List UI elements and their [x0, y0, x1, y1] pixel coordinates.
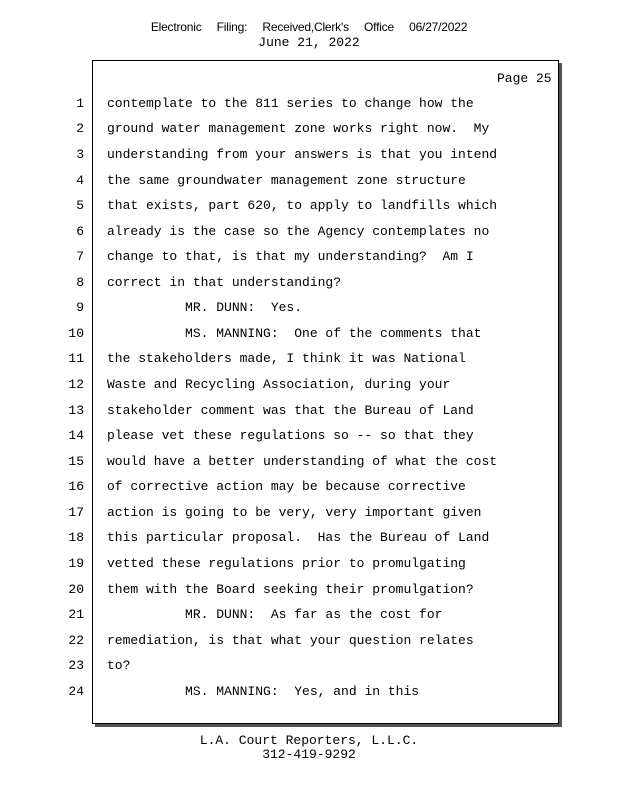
line-text: please vet these regulations so -- so that they — [107, 428, 474, 443]
line-text: correct in that understanding? — [107, 275, 342, 290]
line-text: ground water management zone works right now. My — [107, 121, 490, 136]
line-text: understanding from your answers is that you intend — [107, 147, 498, 162]
line-number: 22 — [68, 633, 84, 648]
filing-stamp — [0, 20, 618, 34]
line-number: 20 — [68, 582, 84, 597]
stamp-filing: Filing: — [216, 20, 248, 34]
stamp-office: Office — [364, 20, 394, 34]
line-text: MS. MANNING: One of the comments that — [107, 326, 482, 341]
line-text: action is going to be very, very important given — [107, 505, 482, 520]
line-number: 9 — [76, 300, 84, 315]
footer-phone: 312-419-9292 — [262, 747, 356, 762]
line-number: 4 — [76, 173, 84, 188]
line-text: MR. DUNN: Yes. — [107, 300, 303, 315]
line-text: vetted these regulations prior to promulgating — [107, 556, 466, 571]
line-text: change to that, is that my understanding? Am I — [107, 249, 474, 264]
line-number: 3 — [76, 147, 84, 162]
line-text: of corrective action may be because corrective — [107, 479, 466, 494]
line-number: 2 — [76, 121, 84, 136]
line-text: the same groundwater management zone structure — [107, 173, 466, 188]
line-number: 6 — [76, 224, 84, 239]
header-date: June 21, 2022 — [258, 35, 360, 50]
line-number: 15 — [68, 454, 84, 469]
line-number: 16 — [68, 479, 84, 494]
line-text: contemplate to the 811 series to change how the — [107, 96, 474, 111]
line-number: 21 — [68, 607, 84, 622]
line-number: 8 — [76, 275, 84, 290]
stamp-electronic: Electronic — [150, 20, 202, 34]
line-number: 17 — [68, 505, 84, 520]
line-number: 10 — [68, 326, 84, 341]
line-text: that exists, part 620, to apply to landfills which — [107, 198, 498, 213]
line-number: 13 — [68, 403, 84, 418]
line-text: stakeholder comment was that the Bureau of Land — [107, 403, 474, 418]
line-text: them with the Board seeking their promulgation? — [107, 582, 474, 597]
line-number: 7 — [76, 249, 84, 264]
stamp-received: Received,Clerk's — [262, 20, 349, 34]
line-number: 19 — [68, 556, 84, 571]
line-number: 23 — [68, 658, 84, 673]
stamp-date: 06/27/2022 — [409, 20, 468, 34]
line-text: would have a better understanding of what the cost — [107, 454, 498, 469]
line-number: 11 — [68, 351, 84, 366]
line-number: 5 — [76, 198, 84, 213]
line-text: MS. MANNING: Yes, and in this — [107, 684, 420, 699]
page-number: Page 25 — [497, 71, 552, 86]
line-text: MR. DUNN: As far as the cost for — [107, 607, 443, 622]
line-text: the stakeholders made, I think it was National — [107, 351, 466, 366]
line-text: already is the case so the Agency contemplates no — [107, 224, 490, 239]
line-text: remediation, is that what your question relates — [107, 633, 474, 648]
line-number: 24 — [68, 684, 84, 699]
line-number: 14 — [68, 428, 84, 443]
line-number: 1 — [76, 96, 84, 111]
footer-company: L.A. Court Reporters, L.L.C. — [199, 733, 419, 748]
line-number: 18 — [68, 530, 84, 545]
line-text: to? — [107, 658, 131, 673]
line-text: this particular proposal. Has the Bureau of Land — [107, 530, 490, 545]
line-text: Waste and Recycling Association, during your — [107, 377, 451, 392]
line-number: 12 — [68, 377, 84, 392]
